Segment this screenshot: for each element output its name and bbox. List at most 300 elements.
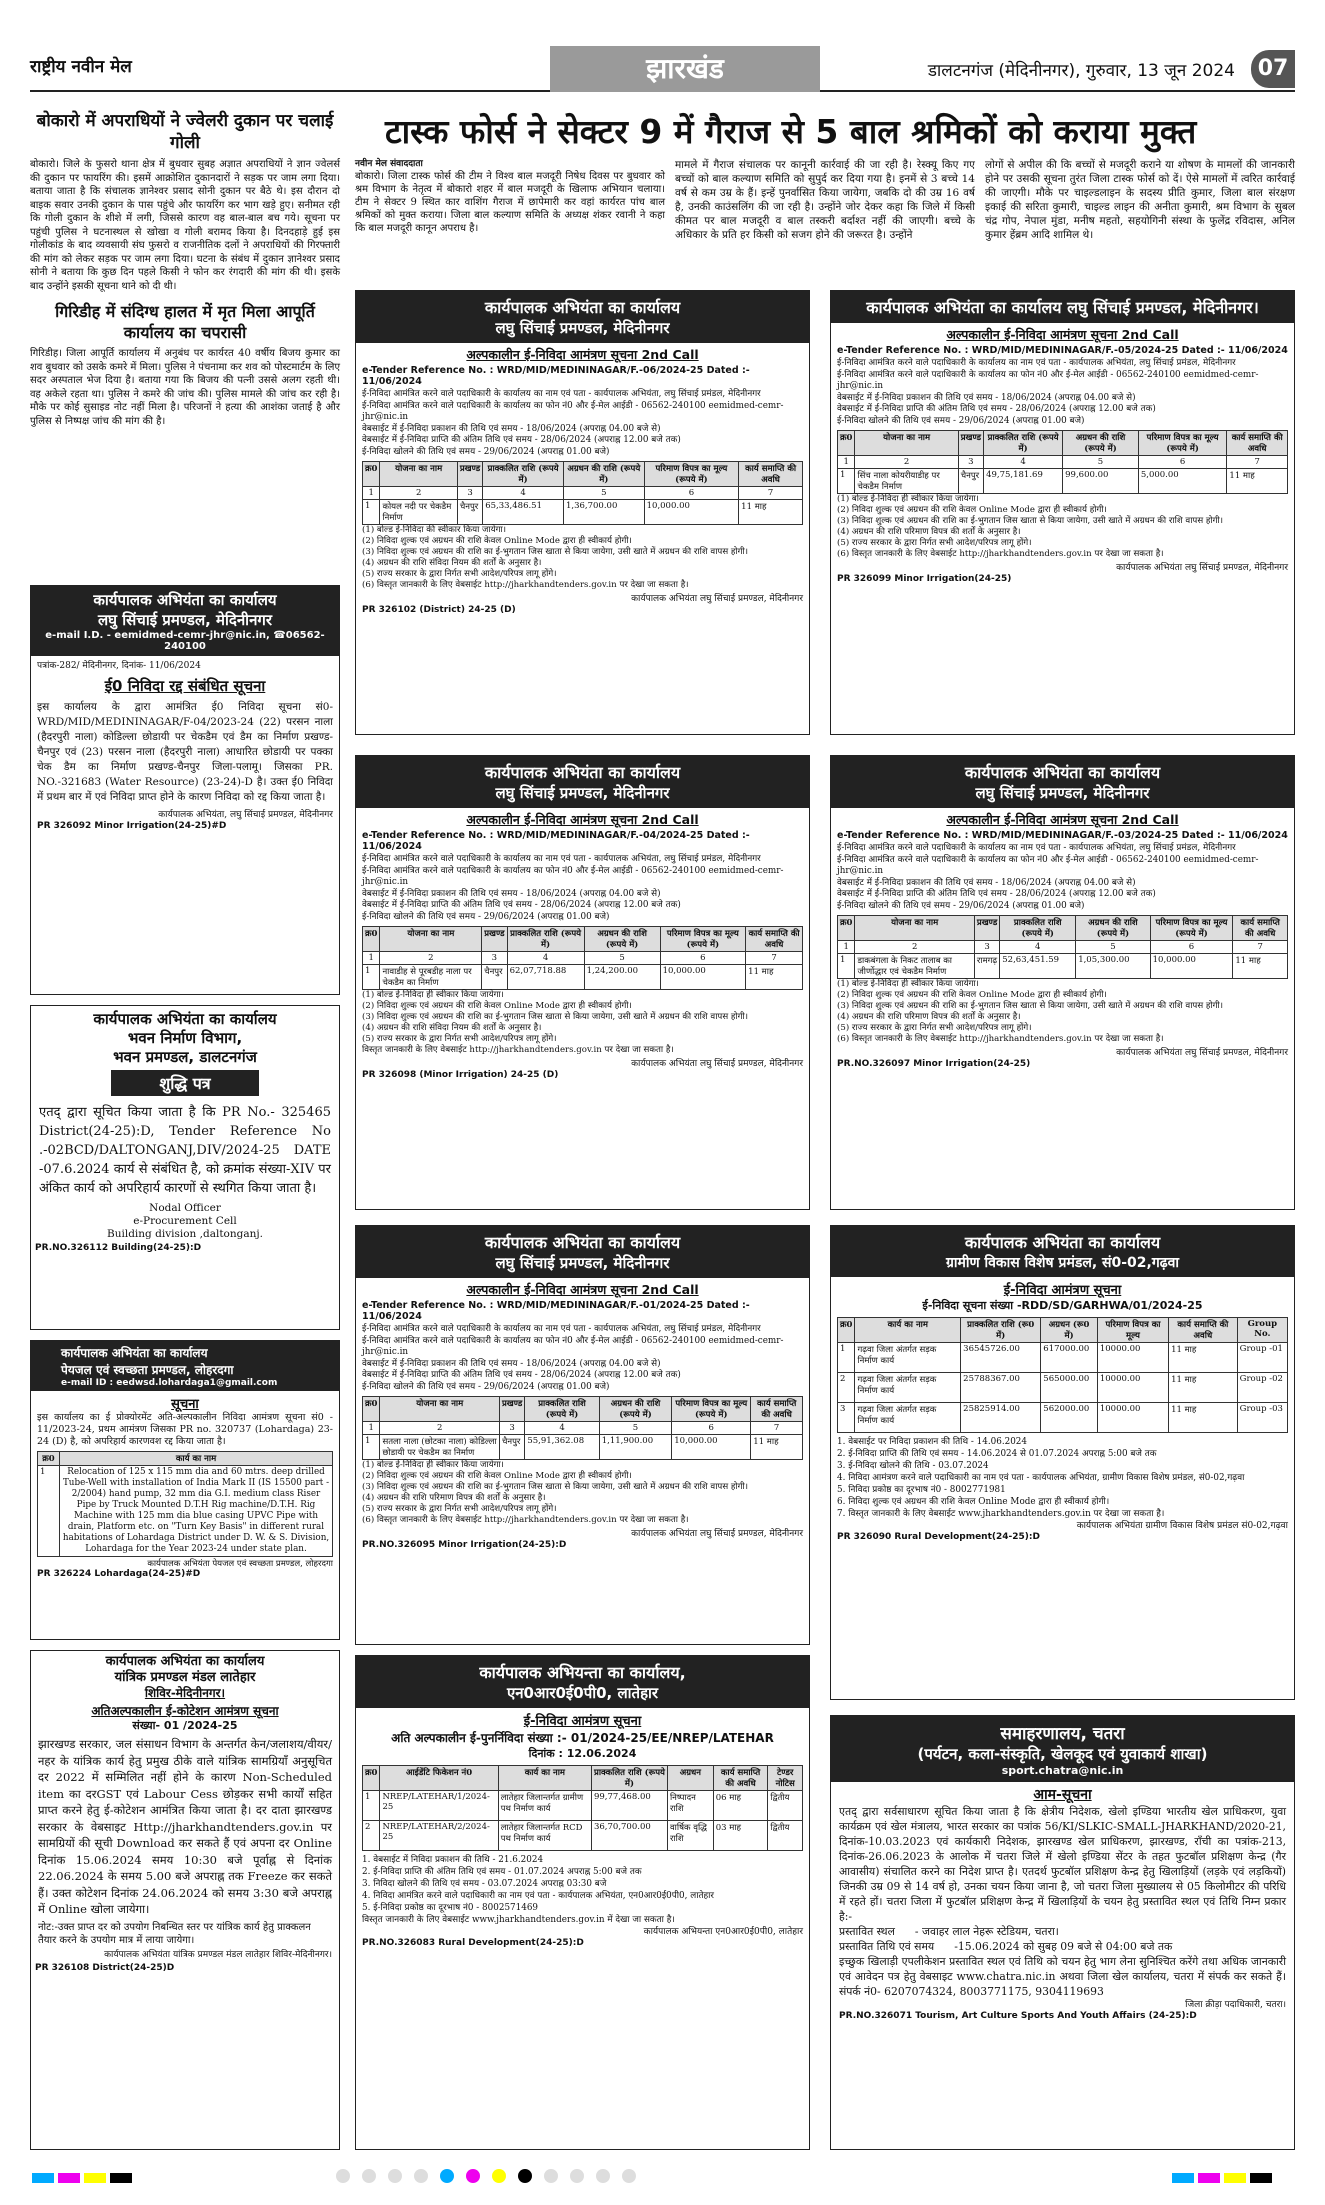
cell: लातेहार जिलान्तर्गत RCD पथ निर्माण कार्य — [498, 1821, 591, 1851]
signature: कार्यपालक अभियंता पेयजल एवं स्वच्छता प्रमण्डल, लोहरदगा — [147, 1559, 333, 1569]
cell: 10000.00 — [1097, 1343, 1168, 1373]
tender-detail-line: वेबसाईट में ई-निविदा प्रकाशन की तिथि एवं समय - 18/06/2024 (अपराह्न 04.00 बजे से) — [362, 423, 661, 434]
cell: 1 — [363, 500, 380, 525]
col-number: 6 — [1150, 941, 1233, 954]
notice-title: अल्पकालीन ई-निविदा आमंत्रण सूचना 2nd Call — [946, 327, 1179, 342]
col-number: 4 — [483, 487, 564, 500]
col-number: 5 — [599, 1422, 672, 1435]
col-header: प्राक्कलित राशि (रूपये में) — [591, 1766, 667, 1791]
cell: 36545726.00 — [961, 1343, 1041, 1373]
col-number: 4 — [507, 952, 584, 965]
tender-note: 5. निविदा प्रकोष्ठ का दूरभाष नं0 - 8002771981 — [837, 1485, 1006, 1495]
tender-detail-line: ई-निविदा आमंत्रित करने वाले पदाधिकारी के कार्यालय का फोन नं0 और ई-मेल आईडी - 06562-240100 eemidmed-cemr-jhr@nic.in — [362, 865, 784, 887]
ref-line: पत्रांक-282/ मेदिनीनगर, दिनांक- 11/06/2024 — [37, 661, 201, 671]
org-dept: भवन निर्माण विभाग, — [127, 1029, 243, 1047]
main-headline: टास्क फोर्स ने सेक्टर 9 में गैराज से 5 बाल श्रमिकों को कराया मुक्त — [385, 112, 1197, 151]
tender-note: (3) निविदा शुल्क एवं अग्रधन की राशि का ई-भुगतान जिस खाता से किया जायेगा, उसी खाते में अग्रधन की राशि वापस होगी। — [837, 516, 1223, 526]
cell: चैनपुर — [958, 469, 983, 494]
col-number: 4 — [1000, 941, 1076, 954]
tender-note: 4. निविदा आमंत्रण करने वाले पदाधिकारी का नाम एवं पता - कार्यपालक अभियंता, ग्रामीण विकास विशेष प्रमंडल, सं0-02,गढ़वा — [837, 1473, 1245, 1483]
col-number: 1 — [363, 487, 380, 500]
tender-note: 5. ई-निविदा प्रकोष्ठ का दूरभाष नं0 - 8002571469 — [362, 1903, 539, 1913]
col-header: क्र0 — [838, 916, 855, 941]
table-row — [838, 1403, 1288, 1433]
work-table — [362, 926, 803, 990]
col-number: 7 — [739, 487, 803, 500]
work-table — [362, 461, 803, 525]
signature: कार्यपालक अभियन्ता एन0आर0ई0पी0, लातेहार — [643, 1927, 803, 1937]
col-header: प्रखण्ड — [958, 431, 983, 456]
page-number: 07 — [1251, 50, 1295, 88]
notice-number: संख्या- 01 /2024-25 — [132, 1719, 238, 1732]
org-name: कार्यपालक अभियंता का कार्यालय — [484, 1233, 681, 1252]
main-story — [355, 110, 1295, 242]
signature: कार्यपालक अभियंता यांत्रिक प्रमण्डल मंडल लातेहार शिविर-मेदिनीनगर। — [104, 1949, 332, 1960]
org-name: कार्यपालक अभियंता का कार्यालय — [484, 763, 681, 782]
col-number: 3 — [974, 941, 999, 954]
tender-note: (2) निविदा शुल्क एवं अग्रधन की राशि केवल Online Mode द्वारा ही स्वीकार्य होगी। — [362, 1001, 632, 1011]
tender-note: (6) विस्तृत जानकारी के लिए वेबसाईट http://jharkhandtenders.gov.in पर देखा जा सकता है। — [362, 1515, 689, 1525]
col-header: परिमाण विपत्र का मूल्य (रूपये में) — [660, 927, 746, 952]
table-row — [838, 1373, 1288, 1403]
cell: 03 माह — [713, 1821, 768, 1851]
org-name: कार्यपालक अभियन्ता का कार्यालय, — [479, 1663, 686, 1682]
col-header: अग्रधन की राशि (रूपये में) — [1076, 916, 1150, 941]
tender-notice — [830, 755, 1295, 1210]
notice-chatra — [830, 1715, 1295, 2150]
tender-note: विस्तृत जानकारी के लिए वेबसाईट http://jharkhandtenders.gov.in पर देखा जा सकता है। — [362, 1045, 674, 1055]
notice-note: नोट:-उक्त प्राप्त दर को उपयोग निबन्धित स्तर पर यांत्रिक कार्य हेतु प्राक्कलन तैयार करने के उपयोग मात्र में लाया जायेगा। — [38, 1921, 311, 1946]
ref-line: e-Tender Reference No. : WRD/MID/MEDININAGAR/F.-05/2024-25 Dated :- 11/06/2024 — [837, 345, 1288, 356]
col-header: कार्य का नाम — [855, 1318, 961, 1343]
col-header: क्र0 — [363, 927, 380, 952]
col-header: कार्य समाप्ति की अवधि — [1233, 916, 1288, 941]
col-number: 7 — [746, 952, 803, 965]
col-header: क्र0 — [838, 1318, 855, 1343]
cell: सतला नाला (छोटका नाला) कोडिल्ला छोडायी पर चेकडैम का निर्माण — [380, 1435, 500, 1460]
col-number: 4 — [525, 1422, 599, 1435]
col-header: क्र0 — [363, 1397, 380, 1422]
org-camp: शिविर-मेदिनीनगर। — [144, 1686, 226, 1700]
col-header: प्राक्कलित राशि (रू0 में) — [961, 1318, 1041, 1343]
col-header: प्राक्कलित राशि (रूपये में) — [1000, 916, 1076, 941]
work-table — [362, 1765, 803, 1851]
tender-note: 6. निविदा शुल्क एवं अग्रधन की राशि केवल Online Mode द्वारा ही स्वीकार्य होगी। — [837, 1497, 1110, 1507]
cell: 10000.00 — [1097, 1373, 1168, 1403]
cell: लातेहार जिलान्तर्गत ग्रामीण पथ निर्माण कार्य — [498, 1791, 591, 1821]
cell: 11 माह — [739, 500, 803, 525]
notice-body: इस कार्यालय का ई प्रोक्योरमेंट अति-अल्पकालीन निविदा आमंत्रण सूचना सं0 - 11/2023-24, प्रथम आमंत्रण जिसका PR no. 320737 (Lohardaga) 23-24 (D) है, को अपरिहार्य कारणवश रद्द किया जाता है। — [37, 1412, 333, 1447]
signature: e-Procurement Cell — [133, 1215, 237, 1227]
tender-detail-line: ई-निविदा आमंत्रित करने वाले पदाधिकारी के कार्यालय का फोन नं0 और ई-मेल आईडी - 06562-240100 eemidmed-cemr-jhr@nic.in — [837, 369, 1259, 391]
story-body: मामले में गैराज संचालक पर कानूनी कार्रवाई की जा रही है। रेस्क्यू किए गए बच्चों को बाल कल्याण समिति को सुपुर्द कर दिया गया है। इनमें से 3 बच्चे 14 वर्ष से कम उम्र के हैं। इन्हें पुनर्वासित किया जायेगा, जबकि दो की उम्र 16 वर्ष है, उनकी काउंसलिंग की जा रही है। उन्होंने जोर देकर कहा कि जिले में किसी कीमत पर बाल मजदूरी व बाल तस्करी बर्दाश्त नहीं की जाएगी। बच्चे के अधिकार के प्रति हर किसी को सजग होने की जरूरत है। उन्होंने — [675, 159, 975, 241]
tender-detail-line: ई-निविदा खोलने की तिथि एवं समय - 29/06/2024 (अपराह्न 01.00 बजे) — [362, 446, 610, 457]
story-headline: गिरिडीह में संदिग्ध हालत में मृत मिला आपूर्ति कार्यालय का चपरासी — [55, 302, 315, 342]
work-table — [37, 1451, 333, 1557]
section-banner: झारखंड — [550, 46, 820, 92]
tender-notice — [355, 1225, 810, 1645]
tender-detail-line: ई-निविदा खोलने की तिथि एवं समय - 29/06/2024 (अपराह्न 01.00 बजे) — [837, 415, 1085, 426]
col-header: क्र0 — [38, 1452, 60, 1466]
cell: 1,24,200.00 — [584, 965, 660, 990]
color-bar-dots — [330, 2168, 642, 2184]
org-email: e-mail I.D. - eemidmed-cemr-jhr@nic.in, ☎06562-240100 — [45, 630, 325, 652]
col-header: प्राक्कलित राशि (रूपये में) — [525, 1397, 599, 1422]
col-number: 7 — [1227, 456, 1288, 469]
tender-note: (5) राज्य सरकार के द्वारा निर्गत सभी आदेश/परिपत्र लागू होंगे। — [837, 1023, 1032, 1033]
story-body: गिरिडीह। जिला आपूर्ति कार्यालय में अनुबंध पर कार्यरत 40 वर्षीय बिजय कुमार का शव बुधवार को उसके कमरे में मिला। पुलिस ने पंचनामा कर शव को पोस्टमार्टम के लिए सदर अस्पताल भेज दिया है। बताया गया कि बिजय की पत्नी उससे अलग रहती थी। वह अकेले रहता था। पुलिस ने कमरे की जांच की। पुलिस मामले की जांच कर रही है। मौके पर कोई सुसाइड नोट नहीं मिला है। परिजनों ने हत्या की आशंका जताई है और पुलिस से निष्पक्ष जांच की मांग की है। — [30, 348, 340, 427]
org-division: यांत्रिक प्रमण्डल मंडल लातेहार — [114, 1670, 256, 1685]
notice-title: ई0 निविदा रद्द संबंधित सूचना — [104, 677, 266, 695]
notice-title: अल्पकालीन ई-निविदा आमंत्रण सूचना 2nd Call — [466, 1282, 699, 1297]
tender-note: (1) बोल्ड ई-निविदा ही स्वीकार किया जायेगा। — [362, 1460, 504, 1470]
col-header: योजना का नाम — [855, 916, 974, 941]
tender-note: (4) अग्रधन की राशि परिमाण विपत्र की शर्तों के अनुसार है। — [837, 1012, 1021, 1022]
col-number: 2 — [380, 487, 457, 500]
cell: NREP/LATEHAR/1/2024-25 — [380, 1791, 498, 1821]
col-header: अग्रधन — [667, 1766, 713, 1791]
col-number: 7 — [751, 1422, 803, 1435]
org-division: भवन प्रमण्डल, डालटनगंज — [113, 1048, 257, 1066]
notice-footer: इच्छुक खिलाड़ी एपलीकेशन प्रस्तावित स्थल एवं तिथि को चयन हेतु भाग लेना सुनिश्चित करेंगे तथा अधिक जानकारी एवं आवेदन पत्र हेतु वेबसाइट www.chatra.nic.in अथवा जिला खेल कार्यालय, चतरा में संपर्क कर सकते हैं। संपर्क नं0- 6207074324, 8003771175, 9304119693 — [839, 1955, 1286, 1998]
cell: 11 माह — [1233, 954, 1288, 979]
org-division: लघु सिंचाई प्रमण्डल, मेदिनीनगर — [975, 784, 1150, 802]
col-header: अग्रधन (रू0 में) — [1041, 1318, 1098, 1343]
col-header: अग्रधन की राशि (रूपये में) — [584, 927, 660, 952]
notice-ecotation — [30, 1650, 340, 2150]
notice-title: ई-निविदा आमंत्रण सूचना — [1003, 1283, 1122, 1298]
cell: 10,000.00 — [660, 965, 746, 990]
notice-title: अल्पकालीन ई-निविदा आमंत्रण सूचना 2nd Call — [466, 812, 699, 827]
col-header: कार्य समाप्ति की अवधि — [739, 462, 803, 487]
col-header: कार्य समाप्ति की अवधि — [1169, 1318, 1238, 1343]
notice-lohardaga — [30, 1340, 340, 1640]
story-body: बोकारो। जिले के फुसरो थाना क्षेत्र में बुधवार सुबह अज्ञात अपराधियों ने ज्ञान ज्वेलर्स की दुकान पर फायरिंग की। इसमें आक्रोशित दुकानदारों ने सड़क पर जाम लगा दिया। बताया जाता है कि संचालक ज्ञानेश्वर प्रसाद सोनी दुकान पर बैठे थे। इस दौरान दो बाइक सवार उनकी दुकान के पास पहुंचे और फायरिंग कर भाग खड़े हुए। सनीमत रही कि गोली दुकान के शीशे में लगी, जिससे कारण वह बाल-बाल बच गये। सूचना पर पहुंची पुलिस ने घटनास्थल से खोखा व गोली बरामद किया है। दिनदहाड़े हुई इस गोलीकांड के बाद व्यवसायी संघ फुसरो व राजनीतिक दलों ने अपराधियों की गिरफ्तारी की मांग को लेकर सड़क पर जाम लगा दिया। घटना के संबंध में दुकान ज्ञानेश्वर प्रसाद सोनी ने बताया कि कुछ दिन पहले किसी ने फोन कर रंगदारी की मांग की थी। इसके बाद उन्होंने इसकी सूचना थाने को दी थी। — [30, 159, 340, 292]
cell: Group -02 — [1237, 1373, 1287, 1403]
col-header: परिमाण विपत्र का मूल्य (रूपये में) — [672, 1397, 751, 1422]
color-bar-right — [1170, 2168, 1274, 2184]
tender-note: 4. निविदा आमंत्रित करने वाले पदाधिकारी का नाम एवं पता - कार्यपालक अभियंता, एन0आर0ई0पी0, लातेहार — [362, 1891, 715, 1901]
cell: 10,000.00 — [1150, 954, 1233, 979]
cell: 10,000.00 — [672, 1435, 751, 1460]
cell: 1 — [838, 1343, 855, 1373]
tender-note: (4) अग्रधन की राशि संविदा नियम की शर्तों के अनुसार है। — [362, 1023, 542, 1033]
tender-notice — [355, 290, 810, 735]
cell: द्वितीय — [768, 1821, 803, 1851]
org-name: कार्यपालक अभियंता का कार्यालय — [93, 1010, 277, 1028]
cell: 1 — [838, 469, 855, 494]
cell: द्वितीय — [768, 1791, 803, 1821]
cell: 2 — [838, 1373, 855, 1403]
tender-note: 2. ई-निविदा प्राप्ति की अंतिम तिथि एवं समय - 01.07.2024 अपराह्न 5:00 बजे तक — [362, 1867, 642, 1877]
col-header: कार्य समाप्ति की अवधि — [751, 1397, 803, 1422]
cell: 1 — [838, 954, 855, 979]
col-header: प्राक्कलित राशि (रूपये में) — [483, 462, 564, 487]
col-number: 5 — [1063, 456, 1139, 469]
left-stories — [30, 110, 340, 428]
org-division: (पर्यटन, कला-संस्कृति, खेलकूद एवं युवाकार्य शाखा) — [917, 1745, 1208, 1763]
tender-note: 1. वेबसाईट पर निविदा प्रकाशन की तिथि - 14.06.2024 — [837, 1437, 1028, 1447]
story-body: लोगों से अपील की कि बच्चों से मजदूरी कराने या शोषण के मामलों की जानकारी होने पर उसकी सूचना तुरंत जिला टास्क फोर्स को दें। ऐसे मामलों में त्वरित कार्रवाई की जाएगी। मौके पर चाइल्डलाइन के सदस्य प्रीति कुमार, जिला बाल संरक्षण इकाई की सरिता कुमारी, चाइल्ड लाइन की अनीता कुमारी, श्रम विभाग के सुबल चंद्र गोप, नेपाल मुंडा, मनीष महतो, सहयोगिनी संस्था के फुलेंद्र रविदास, अनिल कुमार हेंब्रम आदि शामिल थे। — [985, 159, 1295, 241]
cell: 62,07,718.88 — [507, 965, 584, 990]
cell: कोयल नदी पर चेकडैम निर्माण — [380, 500, 457, 525]
tender-detail-line: वेबसाईट में ई-निविदा प्रकाशन की तिथि एवं समय - 18/06/2024 (अपराह्न 04.00 बजे से) — [837, 877, 1136, 888]
col-header: Group No. — [1237, 1318, 1287, 1343]
notice-title: सूचना — [171, 1397, 199, 1412]
col-number: 6 — [644, 487, 739, 500]
tender-note: (2) निविदा शुल्क एवं अग्रधन की राशि केवल Online Mode द्वारा ही स्वीकार्य होगी। — [362, 536, 632, 546]
tender-note: 3. ई-निविदा खोलने की तिथि - 03.07.2024 — [837, 1461, 989, 1471]
col-number: 1 — [838, 941, 855, 954]
cell: 617000.00 — [1041, 1343, 1098, 1373]
notice-title: अल्पकालीन ई-निविदा आमंत्रण सूचना 2nd Call — [946, 812, 1179, 827]
tender-note: विस्तृत जानकारी के लिए वेबसाईट www.jharkhandtenders.gov.in में देखा जा सकता है। — [362, 1915, 675, 1925]
tender-note: (1) बोल्ड ई-निविदा ही स्वीकार किया जायेगा। — [362, 990, 504, 1000]
tender-note: 2. ई-निविदा प्राप्ति की तिथि एवं समय - 14.06.2024 से 01.07.2024 अपराह्न 5:00 बजे तक — [837, 1449, 1157, 1459]
col-number: 5 — [584, 952, 660, 965]
col-header: कार्य समाप्ति की अवधि — [746, 927, 803, 952]
col-header: प्राक्कलित राशि (रूपये में) — [984, 431, 1063, 456]
cell: निष्पादन राशि — [667, 1791, 713, 1821]
ref-line: अति अल्पकालीन ई-पुनर्निविदा संख्या :- 01/2024-25/EE/NREP/LATEHAR — [391, 1731, 774, 1745]
col-header: योजना का नाम — [380, 1397, 500, 1422]
cell: Group -01 — [1237, 1343, 1287, 1373]
tender-detail-line: ई-निविदा आमंत्रित करने वाले पदाधिकारी के कार्यालय का नाम एवं पता - कार्यपालक अभियंता, लघु सिंचाई प्रमंडल, मेदिनीनगर — [362, 389, 761, 399]
col-header: प्राक्कलित राशि (रूपये में) — [507, 927, 584, 952]
tender-note: (4) अग्रधन की राशि संविदा नियम की शर्तों के अनुसार है। — [362, 558, 542, 568]
pr-tag: PR 326092 Minor Irrigation(24-25)#D — [37, 821, 227, 831]
ref-line: e-Tender Reference No. : WRD/MID/MEDININAGAR/F.-03/2024-25 Dated :- 11/06/2024 — [837, 830, 1288, 841]
signature: कार्यपालक अभियंता लघु सिंचाई प्रमण्डल, मेदिनीनगर — [631, 1059, 803, 1069]
cell: रामगढ़ — [974, 954, 999, 979]
cell: 11 माह — [1169, 1343, 1238, 1373]
col-number: 6 — [672, 1422, 751, 1435]
cell: 65,33,486.51 — [483, 500, 564, 525]
cell: गढ़वा जिला अंतर्गत सड़क निर्माण कार्य — [855, 1403, 961, 1433]
signature: कार्यपालक अभियंता लघु सिंचाई प्रमण्डल, मेदिनीनगर — [631, 1529, 803, 1539]
org-name: कार्यपालक अभियंता का कार्यालय — [964, 763, 1161, 782]
tender-note: (1) बोल्ड ई-निविदा ही स्वीकार किया जायेगा। — [837, 494, 979, 504]
cell: 99,600.00 — [1063, 469, 1139, 494]
col-number: 1 — [363, 952, 380, 965]
col-header: क्र0 — [838, 431, 855, 456]
org-division: पेयजल एवं स्वच्छता प्रमण्डल, लोहरदगा — [61, 1363, 234, 1377]
tender-detail-line: वेबसाईट में ई-निविदा प्राप्ति की अंतिम तिथि एवं समय - 28/06/2024 (अपराह्न 12.00 बजे तक) — [362, 900, 681, 910]
pr-tag: PR 326108 District(24-25)D — [35, 1962, 175, 1973]
cell: 1,11,900.00 — [599, 1435, 672, 1460]
org-name: कार्यपालक अभियंता का कार्यालय — [93, 591, 277, 609]
tender-note: (3) निविदा शुल्क एवं अग्रधन की राशि का ई-भुगतान जिस खाता से किया जायेगा, उसी खाते में अग्रधन की राशि वापस होगी। — [362, 1482, 748, 1492]
col-number: 1 — [363, 1422, 380, 1435]
cell: डाकबंगला के निकट तालाब का जीर्णोद्धार एवं चेकडैम निर्माण — [855, 954, 974, 979]
story-body: बोकारो। जिला टास्क फोर्स की टीम ने विश्व बाल मजदूरी निषेध दिवस पर बुधवार को श्रम विभाग के नेतृत्व में बोकारो शहर में बाल मजदूरी के खिलाफ अभियान चलाया। टीम ने सेक्टर 9 स्थित कार वाशिंग गैराज में छापेमारी कर वहां कार्यरत पांच बाल श्रमिकों को मुक्त कराया। जिला बाल कल्याण समिति के अध्यक्ष शंकर रवानी ने कहा कि बाल मजदूरी कानून अपराध है। — [355, 171, 665, 234]
tender-note: 1. वेबसाईट में निविदा प्रकाशन की तिथि - 21.6.2024 — [362, 1855, 544, 1865]
tender-notice — [355, 755, 810, 1210]
tender-note: (3) निविदा शुल्क एवं अग्रधन की राशि का ई-भुगतान जिस खाता से किया जायेगा, उसी खाते में अग्रधन की राशि वापस होगी। — [362, 547, 748, 557]
pr-tag: PR 326102 (District) 24-25 (D) — [362, 605, 516, 615]
tender-note: (1) बोल्ड ई-निविदा ही स्वीकार किया जायेगा। — [837, 979, 979, 989]
tender-note: (5) राज्य सरकार के द्वारा निर्गत सभी आदेश/परिपत्र लागू होंगे। — [362, 569, 557, 579]
org-name: कार्यपालक अभियंता का कार्यालय — [61, 1346, 208, 1360]
col-header: अग्रधन की राशि (रूपये में) — [1063, 431, 1139, 456]
tender-detail-line: वेबसाईट में ई-निविदा प्रकाशन की तिथि एवं समय - 18/06/2024 (अपराह्न 04.00 बजे से) — [362, 888, 661, 899]
byline: नवीन मेल संवाददाता — [355, 159, 423, 169]
cell: 1 — [363, 1791, 380, 1821]
cell: 55,91,362.08 — [525, 1435, 599, 1460]
col-header: प्रखण्ड — [482, 927, 507, 952]
col-header: क्र0 — [363, 462, 380, 487]
cell: 1,05,300.00 — [1076, 954, 1150, 979]
org-name: कार्यपालक अभियंता का कार्यालय — [484, 298, 681, 317]
org-division: लघु सिंचाई प्रमण्डल, मेदिनीनगर — [495, 319, 670, 337]
tender-note: (3) निविदा शुल्क एवं अग्रधन की राशि का ई-भुगतान जिस खाता से किया जायेगा, उसी खाते में अग्रधन की राशि वापस होगी। — [837, 1001, 1223, 1011]
pr-tag: PR.NO.326083 Rural Development(24-25):D — [362, 1938, 584, 1948]
tender-notice — [830, 290, 1295, 735]
pr-tag: PR 326224 Lohardaga(24-25)#D — [37, 1569, 201, 1579]
ref-date: दिनांक : 12.06.2024 — [528, 1747, 637, 1760]
cell: गढ़वा जिला अंतर्गत सड़क निर्माण कार्य — [855, 1343, 961, 1373]
story-headline: बोकारो में अपराधियों ने ज्वेलरी दुकान पर चलाई गोली — [36, 111, 334, 153]
cell: 5,000.00 — [1138, 469, 1227, 494]
date-label: प्रस्तावित तिथि एवं समय — [839, 1940, 935, 1953]
notice-body: झारखण्ड सरकार, जल संसाधन विभाग के अन्तर्गत केन/जलाशय/वीयर/नहर के यांत्रिक कार्य हेतु प्रमुख ठीके वाले यांत्रिक सामग्रियाँ अनुसूचित दर 2022 में सम्मिलित नहीं होने के कारण Non-Scheduled item का दरGST एवं Labour Cess छोड़कर सभी कार्यों सहित प्राप्त करने हेतु ई-कोटेशन आमंत्रित किया जाता है। दर दाता झारखण्ड सरकार के वेबसाइट Http://jharkhandtenders.gov.in पर सामग्रियों की सूची Download कर सकते हैं एवं अपना दर Online दिनांक 15.06.2024 समय 10:30 बजे पूर्वाह्न से दिनांक 22.06.2024 के समय 5.00 बजे अपराह्न तक Freeze कर सकते हैं। उक्त कोटेशन दिनांक 24.06.2024 को समय 3:30 बजे अपराह्न में Online खोला जायेगा। — [38, 1737, 332, 1916]
cell: गढ़वा जिला अंतर्गत सड़क निर्माण कार्य — [855, 1373, 961, 1403]
col-header: अग्रधन की राशि (रूपये में) — [599, 1397, 672, 1422]
col-header: कार्य समाप्ति की अवधि — [713, 1766, 768, 1791]
col-number: 2 — [855, 941, 974, 954]
col-number: 2 — [380, 952, 482, 965]
cell: 1,36,700.00 — [563, 500, 644, 525]
pr-tag: PR 326099 Minor Irrigation(24-25) — [837, 574, 1012, 584]
notice-title: अतिअल्पकालीन ई-कोटेशन आमंत्रण सूचना — [91, 1704, 279, 1718]
tender-detail-line: वेबसाईट में ई-निविदा प्राप्ति की अंतिम तिथि एवं समय - 28/06/2024 (अपराह्न 12.00 बजे तक) — [362, 435, 681, 445]
cell: 11 माह — [1169, 1373, 1238, 1403]
tender-note: (5) राज्य सरकार के द्वारा निर्गत सभी आदेश/परिपत्र लागू होंगे। — [362, 1504, 557, 1514]
notice-body: इस कार्यालय के द्वारा आमंत्रित ई0 निविदा सूचना सं0-WRD/MID/MEDININAGAR/F-04/2023-24 (22) परसन नाला (हैदरपुरी नाला) कोडिल्ला छोडायी पर चेकडैम एवं डैम का निर्माण प्रखण्ड-चैनपुर एवं (23) परसन नाला (हैदरपुरी नाला) आधारित छोडायी पर पक्का चेक डैम का निर्माण प्रखण्ड-चैनपुर जिला-पलामू। जिसका PR. NO.-321683 (Water Resource) (23-24)-D है। उक्त ई0 निविदा में प्रथम बार में एवं निविदा प्राप्त होने के कारण निविदा को रद्द किया जाता है। — [37, 701, 333, 803]
pr-tag: PR.NO.326097 Minor Irrigation(24-25) — [837, 1059, 1031, 1069]
col-header: प्रखण्ड — [499, 1397, 524, 1422]
col-number: 2 — [855, 456, 958, 469]
col-header: कार्य समाप्ति की अवधि — [1227, 431, 1288, 456]
tender-detail-line: ई-निविदा आमंत्रित करने वाले पदाधिकारी के कार्यालय का नाम एवं पता - कार्यपालक अभियंता, लघु सिंचाई प्रमंडल, मेदिनीनगर — [362, 854, 761, 864]
date-value: -15.06.2024 को सुबह 09 बजे से 04:00 बजे तक — [954, 1940, 1173, 1953]
cell: 25788367.00 — [961, 1373, 1041, 1403]
cell: 11 माह — [1227, 469, 1288, 494]
notice-cancel — [30, 585, 340, 995]
notice-title: अल्पकालीन ई-निविदा आमंत्रण सूचना 2nd Call — [466, 347, 699, 362]
col-header: योजना का नाम — [380, 462, 457, 487]
org-division: ग्रामीण विकास विशेष प्रमंडल, सं0-02,गढ़वा — [945, 1255, 1180, 1271]
cell: 36,70,700.00 — [591, 1821, 667, 1851]
cell: चैनपुर — [499, 1435, 524, 1460]
signature: कार्यपालक अभियंता लघु सिंचाई प्रमण्डल, मेदिनीनगर — [1116, 563, 1288, 573]
tender-detail-line: ई-निविदा आमंत्रित करने वाले पदाधिकारी के कार्यालय का नाम एवं पता - कार्यपालक अभियंता, लघु सिंचाई प्रमंडल, मेदिनीनगर — [837, 843, 1236, 853]
table-row — [363, 1821, 803, 1851]
notice-body: एतद् द्वारा सर्वसाधारण सूचित किया जाता है कि क्षेत्रीय निदेशक, खेलो इण्डिया भारतीय खेल प्राधिकरण, युवा कार्यक्रम एवं खेल मंत्रालय, भारत सरकार का पत्रांक 56/KI/SLKIC-SMALL-JHARKHAND/2020-21, दिनांक-10.03.2023 एवं कार्यकारी निदेशक, झारखण्ड खेल प्राधिकरण, झारखण्ड, राँची का पत्रांक-213, दिनांक-26.06.2023 के आलोक में चतरा जिले में खेलो इण्डिया सेंटर के तहत फुटबॉल प्रशिक्षण केन्द्र (गैर आवासीय) संचालित करने का निदेश प्राप्त है। एतदर्थ फुटबॉल प्रशिक्षण केन्द्र हेतु खिलाड़ियों (लड़के एवं लड़कियों) जिनकी उम्र 09 से 14 वर्ष हो, उनका चयन किया जाना है, जो चतरा जिला मुख्यालय से 05 किलोमीटर की परिधि में रहते हों। चतरा जिला में फुटबॉल प्रशिक्षण केन्द्र में खिलाड़ियों के चयन हेतु प्रस्तावित स्थल एवं तिथि निम्न प्रकार है:- — [839, 1805, 1286, 1923]
col-header: योजना का नाम — [855, 431, 958, 456]
signature: कार्यपालक अभियंता लघु सिंचाई प्रमण्डल, मेदिनीनगर — [631, 594, 803, 604]
notice-body: एतद् द्वारा सूचित किया जाता है कि PR No.- 325465 District(24-25):D, Tender Reference No .-02BCD/DALTONGANJ,DIV/2024-25 DATE -07.6.2024 कार्य से संबंधित है, को क्रमांक संख्या-XIV पर अंकित कार्य को अपरिहार्य कारणों से स्थगित किया जाता है। — [39, 1105, 331, 1196]
tender-note: (4) अग्रधन की राशि परिमाण विपत्र की शर्तों के अनुसार है। — [837, 527, 1021, 537]
tender-detail-line: वेबसाईट में ई-निविदा प्राप्ति की अंतिम तिथि एवं समय - 28/06/2024 (अपराह्न 12.00 बजे तक) — [837, 404, 1156, 414]
venue-label: प्रस्तावित स्थल — [839, 1925, 895, 1938]
tender-detail-line: ई-निविदा आमंत्रित करने वाले पदाधिकारी के कार्यालय का फोन नं0 और ई-मेल आईडी - 06562-240100 eemidmed-cemr-jhr@nic.in — [837, 854, 1259, 876]
tender-detail-line: ई-निविदा आमंत्रित करने वाले पदाधिकारी के कार्यालय का नाम एवं पता - कार्यपालक अभियंता, लघु सिंचाई प्रमंडल, मेदिनीनगर — [362, 1324, 761, 1334]
tender-note: (2) निविदा शुल्क एवं अग्रधन की राशि केवल Online Mode द्वारा ही स्वीकार्य होगी। — [362, 1471, 632, 1481]
cell: 11 माह — [746, 965, 803, 990]
col-header: क्र0 — [363, 1766, 380, 1791]
signature: जिला क्रीड़ा पदाधिकारी, चतरा। — [1185, 2000, 1286, 2010]
cell: 06 माह — [713, 1791, 768, 1821]
col-number: 2 — [380, 1422, 500, 1435]
tender-note: 3. निविदा खोलने की तिथि एवं समय - 03.07.2024 अपराह्न 03:30 बजे — [362, 1879, 607, 1889]
table-row — [363, 1791, 803, 1821]
cell: 11 माह — [751, 1435, 803, 1460]
tender-detail-line: ई-निविदा खोलने की तिथि एवं समय - 29/06/2024 (अपराह्न 01.00 बजे) — [362, 911, 610, 922]
cell: नावाडीह से पूरबडीह नाला पर चेकडैम का निर्माण — [380, 965, 482, 990]
col-number: 6 — [660, 952, 746, 965]
signature: Building division ,daltonganj. — [107, 1228, 263, 1240]
work-table — [837, 430, 1288, 494]
cell: 1 — [38, 1466, 60, 1557]
signature: कार्यपालक अभियंता ग्रामीण विकास विशेष प्रमंडल सं0-02,गढ़वा — [1076, 1521, 1288, 1531]
tender-note: (3) निविदा शुल्क एवं अग्रधन की राशि का ई-भुगतान जिस खाता से किया जायेगा, उसी खाते में अग्रधन की राशि वापस होगी। — [362, 1012, 748, 1022]
tender-garhwa — [830, 1225, 1295, 1700]
signature: कार्यपालक अभियंता लघु सिंचाई प्रमण्डल, मेदिनीनगर — [1116, 1048, 1288, 1058]
tender-note: (6) विस्तृत जानकारी के लिए वेबसाईट http://jharkhandtenders.gov.in पर देखा जा सकता है। — [837, 549, 1164, 559]
cell: 52,63,451.59 — [1000, 954, 1076, 979]
tender-detail-line: ई-निविदा खोलने की तिथि एवं समय - 29/06/2024 (अपराह्न 01.00 बजे) — [837, 900, 1085, 911]
cell: चैनपुर — [457, 500, 482, 525]
org-name: कार्यपालक अभियंता का कार्यालय लघु सिंचाई प्रमण्डल, मेदिनीनगर। — [866, 298, 1259, 317]
notice-corrigendum — [30, 1005, 340, 1330]
col-header: परिमाण विपत्र का मूल्य (रूपये में) — [1138, 431, 1227, 456]
cell: Relocation of 125 x 115 mm dia and 60 mtrs. deep drilled Tube-Well with installation of India Mark II (IS 15500 part - 2/2004) hand pump, 32 mm dia G.I. medium class Riser Pipe by Truck Mounted D.T.H Rig machine/D.T.H. Rig Machine with 125 mm dia blue casing UPVC Pipe with drain, Platform etc. on "Turn Key Basis" in different rural habitations of Lohardaga District under D. W. & S. Division, Lohardaga for the Year 2023-24 under state plan. — [60, 1466, 333, 1557]
col-number: 1 — [838, 456, 855, 469]
tender-note: (1) बोल्ड ई-निविदा की स्वीकार किया जायेगा। — [362, 525, 506, 535]
col-number: 5 — [563, 487, 644, 500]
color-bar-left — [30, 2168, 134, 2184]
cell: Group -03 — [1237, 1403, 1287, 1433]
notice-title: आम-सूचना — [1033, 1787, 1092, 1803]
col-header: आईडेंटि फिकेशन नं0 — [380, 1766, 498, 1791]
cell: 2 — [363, 1821, 380, 1851]
col-header: योजना का नाम — [380, 927, 482, 952]
cell: 10,000.00 — [644, 500, 739, 525]
tender-note: (6) विस्तृत जानकारी के लिए वेबसाईट http://jharkhandtenders.gov.in पर देखा जा सकता है। — [362, 580, 689, 590]
pr-tag: PR.NO.326095 Minor Irrigation(24-25):D — [362, 1540, 567, 1550]
col-header: परिमाण विपत्र का मूल्य (रूपये में) — [1150, 916, 1233, 941]
col-number: 3 — [482, 952, 507, 965]
work-table — [837, 1317, 1288, 1433]
work-table — [362, 1396, 803, 1460]
cell: 3 — [838, 1403, 855, 1433]
tender-note: (2) निविदा शुल्क एवं अग्रधन की राशि केवल Online Mode द्वारा ही स्वीकार्य होगी। — [837, 990, 1107, 1000]
ref-line: e-Tender Reference No. : WRD/MID/MEDININAGAR/F.-01/2024-25 Dated :- 11/06/2024 — [362, 1300, 750, 1322]
pr-tag: PR 326098 (Minor Irrigation) 24-25 (D) — [362, 1070, 559, 1080]
tender-detail-line: ई-निविदा खोलने की तिथि एवं समय - 29/06/2024 (अपराह्न 01.00 बजे) — [362, 1381, 610, 1392]
tender-detail-line: ई-निविदा आमंत्रित करने वाले पदाधिकारी के कार्यालय का फोन नं0 और ई-मेल आईडी - 06562-240100 eemidmed-cemr-jhr@nic.in — [362, 1335, 784, 1357]
tender-note: (2) निविदा शुल्क एवं अग्रधन की राशि केवल Online Mode द्वारा ही स्वीकार्य होगी। — [837, 505, 1107, 515]
tender-latehar — [355, 1655, 810, 2150]
cell: 25825914.00 — [961, 1403, 1041, 1433]
cell: सिंच नाला कोयरीयाडीह पर चेकडैम निर्माण — [855, 469, 958, 494]
pr-tag: PR.NO.326071 Tourism, Art Culture Sports And Youth Affairs (24-25):D — [839, 2011, 1197, 2021]
signature: Nodal Officer — [149, 1202, 221, 1214]
col-header: टेण्डर नोटिस — [768, 1766, 803, 1791]
tender-note: (6) विस्तृत जानकारी के लिए वेबसाईट http://jharkhandtenders.gov.in पर देखा जा सकता है। — [837, 1034, 1164, 1044]
col-number: 7 — [1233, 941, 1288, 954]
